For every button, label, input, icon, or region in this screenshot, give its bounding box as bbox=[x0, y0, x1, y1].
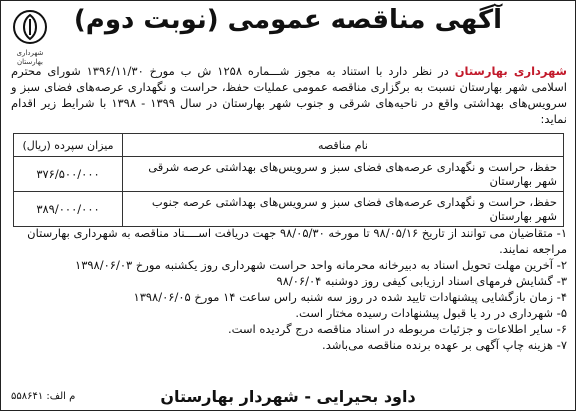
condition-item: ۶- سایر اطلاعات و جزئیات مربوطه در اسناد مناقصه درج گردیده است. bbox=[227, 322, 567, 336]
intro-municipality-name: شهرداری بهارستان bbox=[454, 64, 567, 78]
intro-paragraph bbox=[11, 63, 567, 127]
tender-name-cell: حفظ، حراست و نگهداری عرصه‌های فضای سبز و سرویس‌های بهداشتی عرصه شرقی شهر بهارستان bbox=[123, 157, 564, 192]
table-row bbox=[14, 192, 564, 227]
municipality-logo bbox=[7, 9, 53, 66]
conditions-list bbox=[13, 225, 567, 353]
logo-text: شهرداری بهارستان bbox=[16, 49, 44, 66]
table-header-row bbox=[14, 134, 564, 157]
condition-item: ۲- آخرین مهلت تحویل اسناد به دبیرخانه محرمانه واحد حراست شهرداری روز یکشنبه مورخ ۱۳۹۸/۰۶/۰۳ bbox=[75, 258, 567, 272]
tender-table bbox=[13, 133, 564, 227]
deposit-cell: ۳۸۹/۰۰۰/۰۰۰ bbox=[14, 192, 123, 227]
condition-item: ۳- گشایش فرمهای اسناد ارزیابی کیفی روز دوشنبه ۹۸/۰۶/۰۴ bbox=[276, 274, 567, 288]
deposit-cell: ۳۷۶/۵۰۰/۰۰۰ bbox=[14, 157, 123, 192]
header-deposit: میزان سپرده (ریال) bbox=[14, 134, 123, 157]
header-tender-name: نام مناقصه bbox=[123, 134, 564, 157]
condition-item: ۴- زمان بازگشایی پیشنهادات تایید شده در روز سه شنبه راس ساعت ۱۴ مورخ ۱۳۹۸/۰۶/۰۵ bbox=[133, 290, 567, 304]
intro-text: در نظر دارد با استناد به مجوز شـــماره ۱۲۵۸ ش ب مورخ ۱۳۹۶/۱۱/۳۰ شورای محترم اسلامی شهر بهارستان نسبت به برگزاری مناقصه عمومی عملیات حفظ، حراست و نگهداری عرصه‌های فضای سبز و سرویس‌های بهداشتی واقع در ناحیه‌های شرقی و جنوب شهر بهارستان در سال ۱۳۹۹ - ۱۳۹۸ با شرایط زیر اقدام نماید: bbox=[11, 64, 567, 126]
mayor-signature: داود بحیرایی - شهردار بهارستان bbox=[160, 387, 416, 406]
tender-name-cell: حفظ، حراست و نگهداری عرصه‌های فضای سبز و سرویس‌های بهداشتی عرصه جنوب شهر بهارستان bbox=[123, 192, 564, 227]
table-row bbox=[14, 157, 564, 192]
condition-item: ۱- متقاضیان می توانند از تاریخ ۹۸/۰۵/۱۶ تا مورخه ۹۸/۰۵/۳۰ جهت دریافت اســــناد مناقصه به شهرداری بهارستان مراجعه نمایند. bbox=[27, 226, 567, 256]
ad-footer bbox=[1, 384, 575, 406]
condition-item: ۷- هزینه چاپ آگهی بر عهده برنده مناقصه می‌باشد. bbox=[322, 338, 567, 352]
municipality-emblem-icon bbox=[12, 9, 48, 45]
ad-title: آگهی مناقصه عمومی (نوبت دوم) bbox=[73, 5, 503, 35]
condition-item: ۵- شهرداری در رد یا قبول پیشنهادات رسیده مختار است. bbox=[295, 306, 567, 320]
ad-id: م الف: ۵۵۸۶۴۱ bbox=[11, 391, 76, 402]
